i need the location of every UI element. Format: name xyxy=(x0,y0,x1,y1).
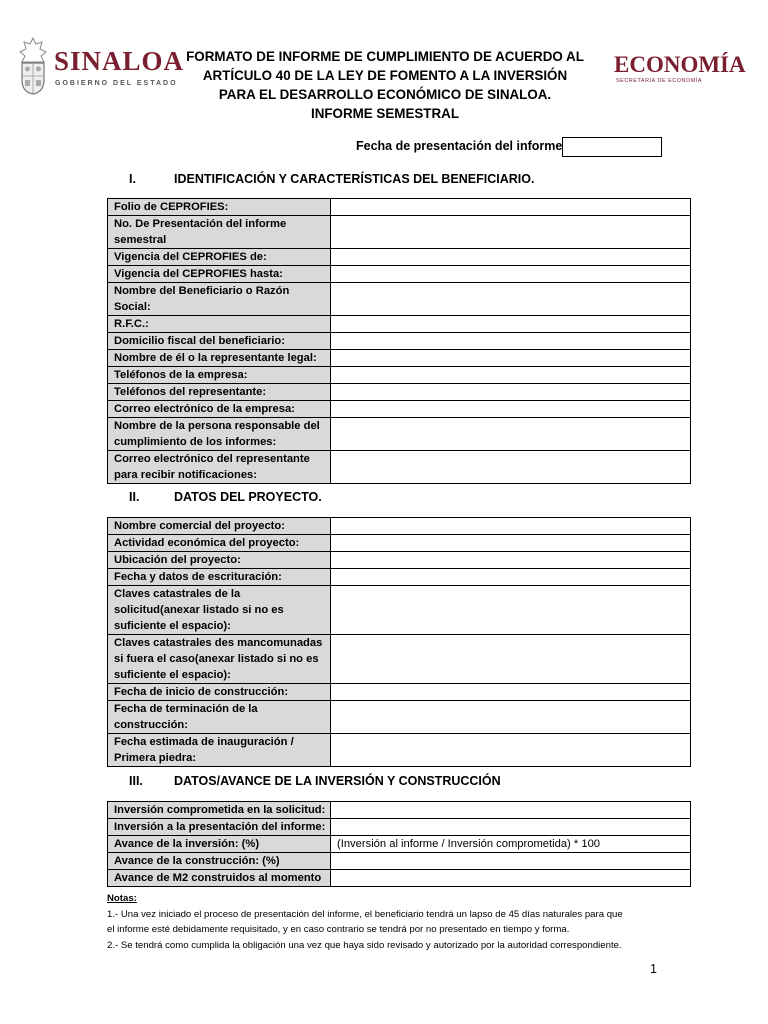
section-3-table xyxy=(107,801,691,887)
row-label: Actividad económica del proyecto: xyxy=(108,535,331,552)
table-row xyxy=(108,266,691,283)
state-crest-icon xyxy=(18,36,48,96)
fecha-input[interactable] xyxy=(562,137,662,157)
note-line: el informe esté debidamente requisitado, y en caso contrario se tendrá por no presentado en tiempo y forma. xyxy=(107,924,570,935)
row-label: Avance de M2 construidos al momento xyxy=(108,870,331,887)
row-label: Inversión a la presentación del informe: xyxy=(108,819,331,836)
table-row xyxy=(108,802,691,819)
row-value-field[interactable] xyxy=(331,367,691,384)
row-value-field[interactable] xyxy=(331,635,691,684)
table-row xyxy=(108,870,691,887)
row-label: Fecha de terminación de la construcción: xyxy=(108,701,331,734)
row-value-field[interactable] xyxy=(331,384,691,401)
row-value-field[interactable] xyxy=(331,701,691,734)
sinaloa-logo xyxy=(18,36,185,98)
section-2-number: II. xyxy=(129,490,140,504)
table-row xyxy=(108,819,691,836)
row-value-field[interactable] xyxy=(331,518,691,535)
row-label: Nombre comercial del proyecto: xyxy=(108,518,331,535)
title-line-3: PARA EL DESARROLLO ECONÓMICO DE SINALOA. xyxy=(218,87,552,102)
title-line-1: FORMATO DE INFORME DE CUMPLIMIENTO DE ACUERDO AL xyxy=(186,49,584,64)
table-row xyxy=(108,518,691,535)
table-row xyxy=(108,836,691,853)
row-label: Folio de CEPROFIES: xyxy=(108,199,331,216)
title-line-2: ARTÍCULO 40 DE LA LEY DE FOMENTO A LA INVERSIÓN xyxy=(202,68,568,83)
fecha-label: Fecha de presentación del informe xyxy=(356,139,563,153)
row-value-field[interactable] xyxy=(331,401,691,418)
row-value-field[interactable] xyxy=(331,853,691,870)
table-row xyxy=(108,316,691,333)
table-row xyxy=(108,853,691,870)
economia-wordmark: ECONOMÍA xyxy=(614,52,746,77)
table-row xyxy=(108,384,691,401)
row-value-field[interactable] xyxy=(331,333,691,350)
table-row xyxy=(108,635,691,684)
title-line-4: INFORME SEMESTRAL xyxy=(310,106,460,121)
section-1-title: IDENTIFICACIÓN Y CARACTERÍSTICAS DEL BENEFICIARIO. xyxy=(174,172,535,186)
row-value-field[interactable] xyxy=(331,451,691,484)
row-value-field[interactable]: (Inversión al informe / Inversión comprometida) * 100 xyxy=(331,836,691,853)
row-label: Inversión comprometida en la solicitud: xyxy=(108,802,331,819)
row-label: Teléfonos del representante: xyxy=(108,384,331,401)
row-label: Fecha de inicio de construcción: xyxy=(108,684,331,701)
row-value-field[interactable] xyxy=(331,569,691,586)
row-label: Nombre de él o la representante legal: xyxy=(108,350,331,367)
table-row xyxy=(108,418,691,451)
section-2-title: DATOS DEL PROYECTO. xyxy=(174,490,322,504)
table-row xyxy=(108,249,691,266)
table-row xyxy=(108,350,691,367)
note-line: 2.- Se tendrá como cumplida la obligación una vez que haya sido revisado y autorizado por la autoridad correspondiente. xyxy=(107,939,622,951)
row-value-field[interactable] xyxy=(331,350,691,367)
table-row xyxy=(108,586,691,635)
row-value-field[interactable] xyxy=(331,283,691,316)
row-label: Correo electrónico de la empresa: xyxy=(108,401,331,418)
table-row xyxy=(108,367,691,384)
row-label: Ubicación del proyecto: xyxy=(108,552,331,569)
row-value-field[interactable] xyxy=(331,552,691,569)
row-value-field[interactable] xyxy=(331,316,691,333)
table-row xyxy=(108,734,691,767)
row-value-field[interactable] xyxy=(331,802,691,819)
economia-logo xyxy=(614,52,754,92)
sinaloa-subtitle: GOBIERNO DEL ESTADO xyxy=(55,80,178,87)
row-value-field[interactable] xyxy=(331,216,691,249)
table-row xyxy=(108,701,691,734)
notes-title: Notas: xyxy=(107,893,137,904)
row-label: Fecha y datos de escrituración: xyxy=(108,569,331,586)
document-title xyxy=(185,47,585,123)
note-line: 1.- Una vez iniciado el proceso de presentación del informe, el beneficiario tendrá un lapso de 45 días naturales para que xyxy=(107,908,623,920)
row-value-field[interactable] xyxy=(331,586,691,635)
row-label: Nombre del Beneficiario o Razón Social: xyxy=(108,283,331,316)
row-label: No. De Presentación del informe semestral xyxy=(108,216,331,249)
row-label: Vigencia del CEPROFIES de: xyxy=(108,249,331,266)
row-value-field[interactable] xyxy=(331,266,691,283)
row-value-field[interactable] xyxy=(331,199,691,216)
table-row xyxy=(108,569,691,586)
row-label: Nombre de la persona responsable del cumplimiento de los informes: xyxy=(108,418,331,451)
row-label: Domicilio fiscal del beneficiario: xyxy=(108,333,331,350)
row-value-field[interactable] xyxy=(331,418,691,451)
row-value-field[interactable] xyxy=(331,535,691,552)
row-value-field[interactable] xyxy=(331,249,691,266)
row-value-field[interactable] xyxy=(331,819,691,836)
row-label: Claves catastrales de la solicitud(anexar listado si no es suficiente el espacio): xyxy=(108,586,331,635)
table-row xyxy=(108,684,691,701)
row-label: Avance de la construcción: (%) xyxy=(108,853,331,870)
row-label: Teléfonos de la empresa: xyxy=(108,367,331,384)
section-1-table xyxy=(107,198,691,484)
table-row xyxy=(108,552,691,569)
page-number: 1 xyxy=(650,962,657,976)
table-row xyxy=(108,199,691,216)
table-row xyxy=(108,535,691,552)
row-label: Claves catastrales des mancomunadas si fuera el caso(anexar listado si no es suficiente el espacio): xyxy=(108,635,331,684)
table-row xyxy=(108,401,691,418)
row-value-field[interactable] xyxy=(331,684,691,701)
sinaloa-wordmark: SINALOA xyxy=(54,46,185,76)
row-label: Vigencia del CEPROFIES hasta: xyxy=(108,266,331,283)
section-1-number: I. xyxy=(129,172,136,186)
table-row xyxy=(108,333,691,350)
row-value-field[interactable] xyxy=(331,870,691,887)
section-3-title: DATOS/AVANCE DE LA INVERSIÓN Y CONSTRUCCIÓN xyxy=(174,774,501,788)
row-label: Fecha estimada de inauguración / Primera piedra: xyxy=(108,734,331,767)
notes xyxy=(107,891,697,953)
row-label: R.F.C.: xyxy=(108,316,331,333)
table-row xyxy=(108,216,691,249)
row-label: Avance de la inversión: (%) xyxy=(108,836,331,853)
table-row xyxy=(108,283,691,316)
table-row xyxy=(108,451,691,484)
row-value-field[interactable] xyxy=(331,734,691,767)
economia-subtitle: SECRETARÍA DE ECONOMÍA xyxy=(616,78,703,84)
section-3-number: III. xyxy=(129,774,143,788)
section-2-table xyxy=(107,517,691,767)
row-label: Correo electrónico del representante para recibir notificaciones: xyxy=(108,451,331,484)
